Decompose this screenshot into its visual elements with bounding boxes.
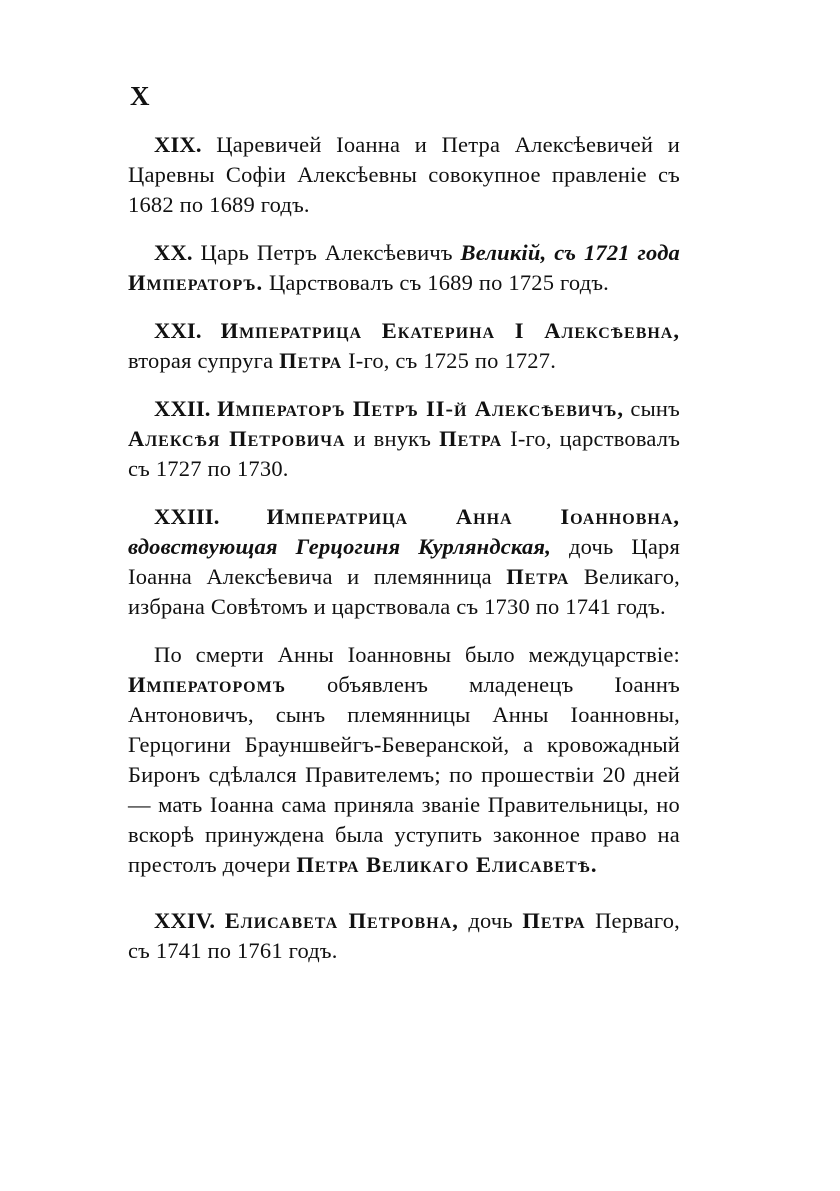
entry-name: Петра — [506, 564, 570, 589]
entry-numeral: XXI. — [154, 318, 202, 343]
entry-xx — [128, 238, 680, 298]
entry-interregnum — [128, 640, 680, 880]
entry-name: Петра — [439, 426, 503, 451]
entry-text: Царствовалъ съ 1689 по 1725 годъ. — [268, 270, 609, 295]
entry-title: Императоръ Петръ II-й Алексѣевичъ, — [217, 396, 624, 421]
page-number: X — [130, 81, 150, 111]
entry-emphasis: Великій, съ 1721 года — [460, 240, 681, 265]
entry-text: I-го, съ 1725 по 1727. — [348, 348, 557, 373]
entry-xxiii — [128, 502, 680, 622]
entry-name: Петра — [279, 348, 343, 373]
entry-numeral: XXIII. — [154, 504, 220, 529]
book-page — [128, 80, 680, 984]
entry-xix — [128, 130, 680, 220]
entry-title: Императоръ. — [128, 270, 264, 295]
entry-title: Императоромъ — [128, 672, 286, 697]
entry-xxii — [128, 394, 680, 484]
entry-xxiv — [128, 906, 680, 966]
entry-name: Алексѣя Петровича — [128, 426, 346, 451]
entry-text: Царевичей Іоанна и Петра Алексѣевичей и Царевны Софіи Алексѣевны совокупное правленіе съ 1682 по 1689 годъ. — [128, 132, 680, 217]
entry-name: Петра — [522, 908, 586, 933]
entry-text: сынъ — [630, 396, 681, 421]
entry-numeral: XXIV. — [154, 908, 216, 933]
entry-emphasis: вдовствующая Герцогиня Курляндская, — [128, 534, 552, 559]
entry-numeral: XXII. — [154, 396, 211, 421]
entry-text: дочь Царя Іоанна Алексѣевича и племянница — [128, 534, 681, 589]
entry-title: Императрица Екатерина I Алексѣевна, — [220, 318, 680, 343]
entry-title: Императрица Анна Іоанновна, — [266, 504, 680, 529]
entry-text: По смерти Анны Іоанновны было междуцарствіе: — [154, 642, 680, 667]
entry-xxi — [128, 316, 680, 376]
entry-title: Елисавета Петровна, — [224, 908, 459, 933]
entry-text: вторая супруга — [128, 348, 274, 373]
entry-text: I-го, царствовалъ съ 1727 по 1730. — [128, 426, 681, 481]
entry-numeral: XIX. — [154, 132, 202, 157]
entry-text: Перваго, съ 1741 по 1761 годъ. — [128, 908, 681, 963]
entry-name: Петра Великаго Елисаветѣ. — [296, 852, 598, 877]
entry-text: Царь Петръ Алексѣевичъ — [200, 240, 453, 265]
entry-text: Великаго, избрана Совѣтомъ и царствовала съ 1730 по 1741 годъ. — [128, 564, 680, 619]
entry-text: и внукъ — [353, 426, 432, 451]
entry-text: объявленъ младенецъ Іоаннъ Антоновичъ, сынъ племянницы Анны Іоанновны, Герцогини Брауншвейгъ-Беверанской, а кровожадный Биронъ сдѣлался Правителемъ; по прошествіи 20 дней — мать Іоанна сама приняла званіе Правительницы, но вскорѣ принуждена была уступить законное право на престолъ дочери — [128, 672, 681, 877]
entry-numeral: XX. — [154, 240, 193, 265]
entry-text: дочь — [468, 908, 513, 933]
